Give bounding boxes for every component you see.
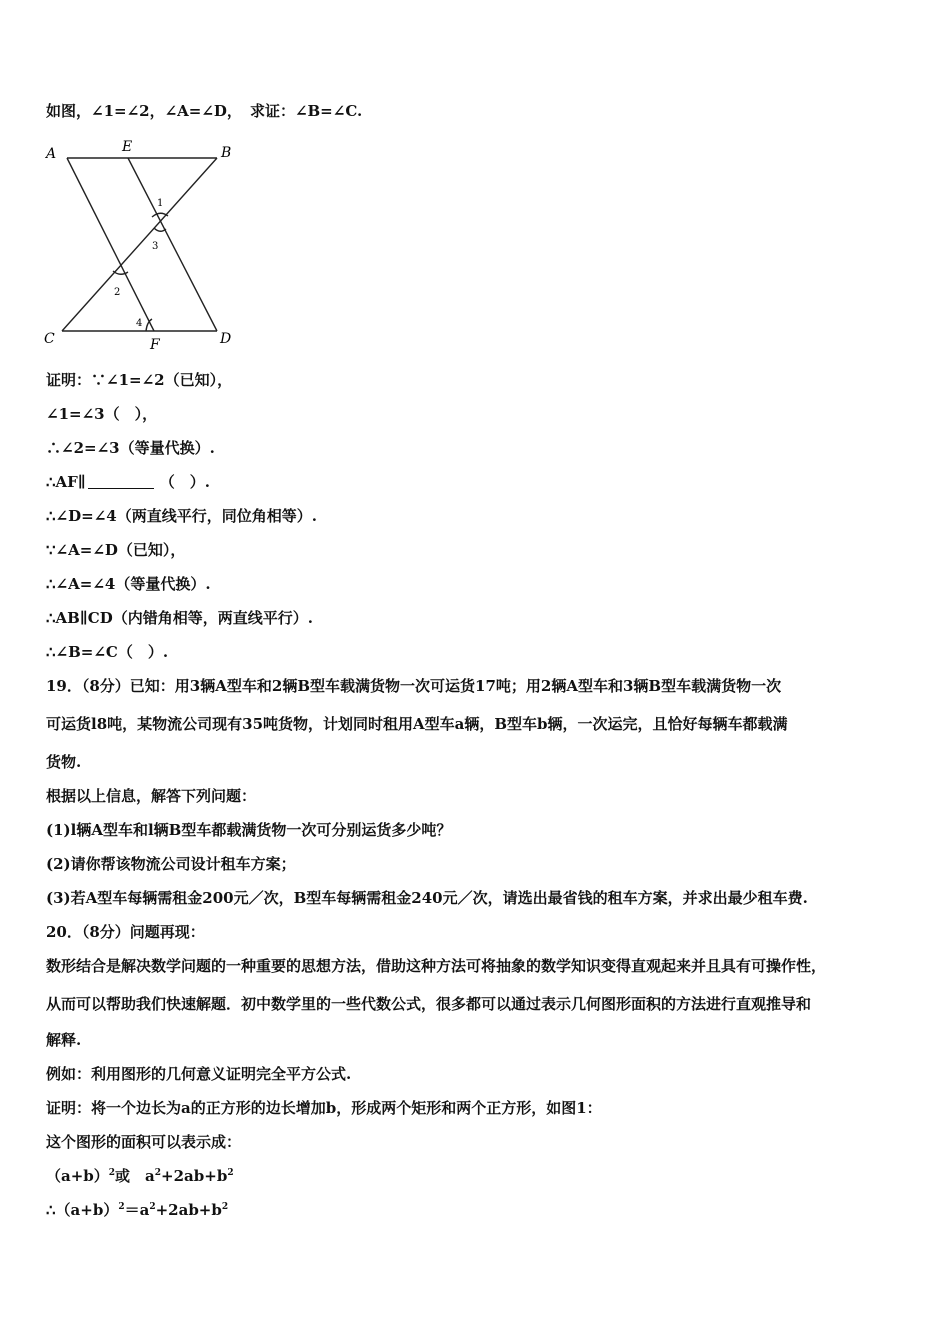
point-label-e: E	[122, 139, 133, 155]
point-label-a: A	[46, 146, 57, 162]
q20-heading: 20．（8分）问题再现：	[46, 923, 205, 941]
q19-lead: 根据以上信息，解答下列问题：	[46, 787, 257, 805]
angle-arc-1	[152, 213, 168, 217]
q19-line3: 货物.	[46, 753, 82, 771]
geometry-figure	[40, 138, 250, 353]
q20-para-line1: 数形结合是解决数学问题的一种重要的思想方法，借助这种方法可将抽象的数学知识变得直观起来并且具有可操作性，	[46, 957, 827, 975]
q19-line2: 可运货l8吨，某物流公司现有35吨货物，计划同时租用A型车a辆，B型车b辆，一次运完，且恰好每辆车都载满	[46, 715, 788, 733]
q20-para-line3: 解释.	[46, 1031, 82, 1049]
q19-sub1: (1)l辆A型车和l辆B型车都载满货物一次可分别运货多少吨？	[46, 821, 452, 839]
proof-line: ∴∠2=∠3（等量代换）.	[46, 439, 215, 457]
angle-label-4: 4	[136, 318, 143, 329]
point-label-d: D	[220, 331, 232, 347]
answer-blank[interactable]	[88, 474, 154, 489]
proof-line-blank: ∴AF∥ （ ）.	[46, 473, 211, 491]
q19-sub3: (3)若A型车每辆需租金200元／次，B型车每辆需租金240元／次，请选出最省钱的租车方案，并求出最少租车费.	[46, 889, 808, 907]
q20-proof: 证明：将一个边长为a的正方形的边长增加b，形成两个矩形和两个正方形，如图1：	[46, 1099, 602, 1117]
q20-para-line2: 从而可以帮助我们快速解题．初中数学里的一些代数公式，很多都可以通过表示几何图形面积的方法进行直观推导和	[46, 995, 812, 1013]
point-label-f: F	[150, 337, 160, 353]
q19-sub2: (2)请你帮该物流公司设计租车方案；	[46, 855, 296, 873]
intro-task: 求证：∠B=∠C.	[249, 102, 363, 120]
angle-label-1: 1	[157, 198, 164, 209]
intro-given: 如图，∠1=∠2，∠A=∠D，	[46, 102, 242, 120]
formula-1: $(a+b)^2$或 $a^2+2ab+b^2$	[46, 1167, 234, 1185]
proof-line: ∴AB∥CD（内错角相等，两直线平行）.	[46, 609, 313, 627]
angle-label-2: 2	[114, 287, 121, 298]
proof-line: ∵∠A=∠D（已知），	[46, 541, 186, 559]
proof-line: ∴∠D=∠4（两直线平行，同位角相等）.	[46, 507, 317, 525]
point-label-b: B	[221, 145, 232, 161]
proof-line: ∴∠A=∠4（等量代换）.	[46, 575, 211, 593]
angle-label-3: 3	[152, 241, 159, 252]
q20-example: 例如：利用图形的几何意义证明完全平方公式.	[46, 1065, 352, 1083]
proof-line: ∠1=∠3（ ），	[46, 405, 158, 423]
intro-line	[46, 101, 362, 121]
segment-bc	[62, 158, 217, 331]
proof-line: 证明：∵∠1=∠2（已知），	[46, 371, 233, 389]
q20-area: 这个图形的面积可以表示成：	[46, 1133, 242, 1151]
q19-line1: 19．（8分）已知：用3辆A型车和2辆B型车载满货物一次可运货17吨；用2辆A型车和3辆B型车载满货物一次	[46, 677, 782, 695]
proof-line: ∴∠B=∠C（ ）.	[46, 643, 169, 661]
formula-2: $\therefore(a+b)^2=a^2+2ab+b^2$	[46, 1201, 229, 1219]
point-label-c: C	[44, 331, 55, 347]
